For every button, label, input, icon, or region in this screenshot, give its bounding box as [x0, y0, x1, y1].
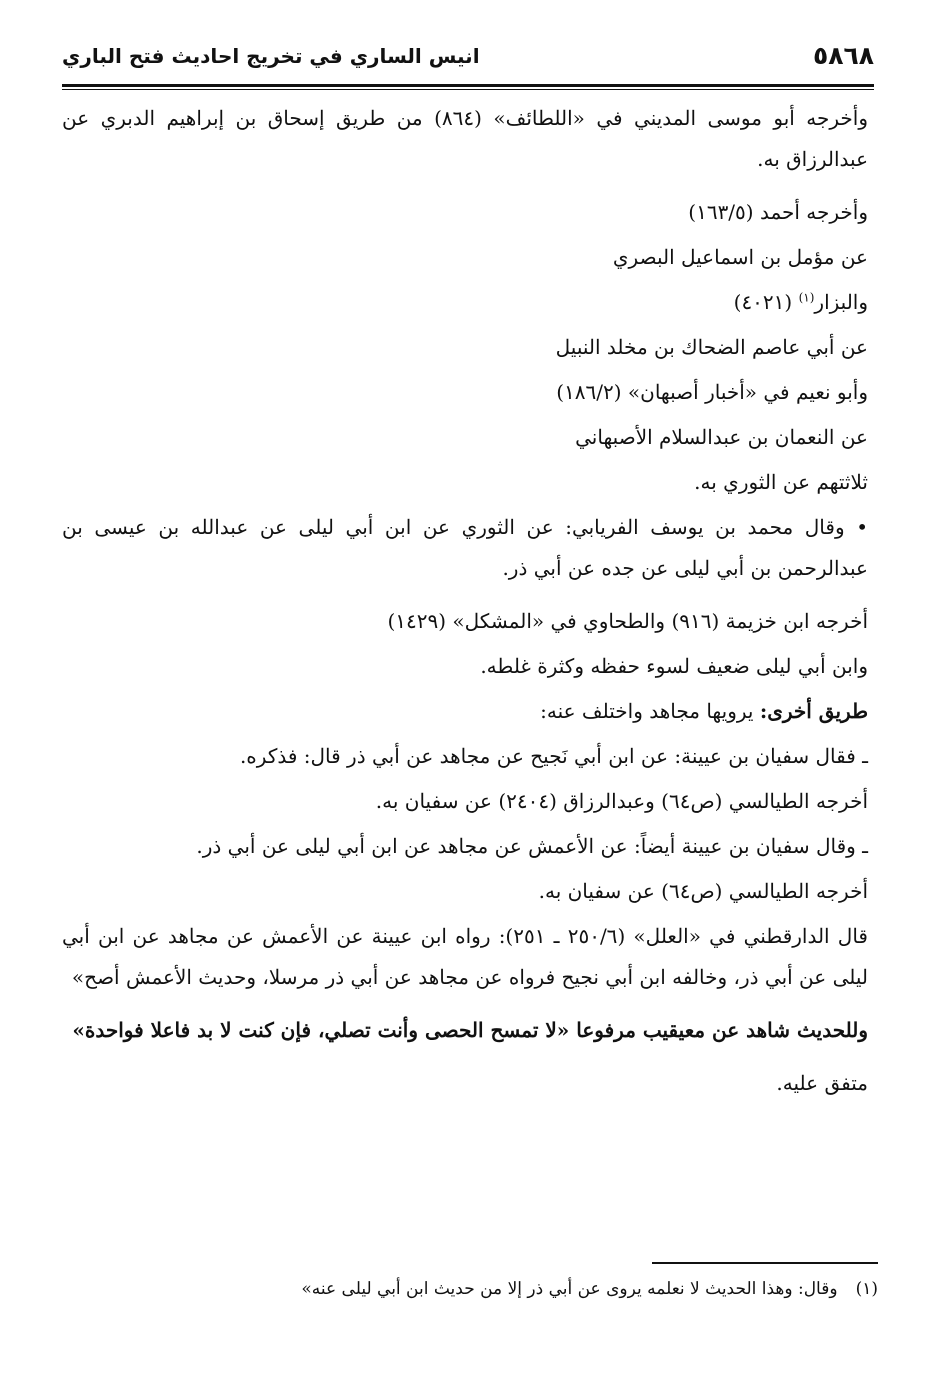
paragraph: أخرجه ابن خزيمة (٩١٦) والطحاوي في «المشكل» (١٤٢٩): [387, 609, 868, 633]
paragraph: أخرجه الطيالسي (ص٦٤) عن سفيان به.: [538, 879, 868, 903]
paragraph: أخرجه الطيالسي (ص٦٤) وعبدالرزاق (٢٤٠٤) عن سفيان به.: [375, 789, 868, 813]
footnote-ref: (١): [798, 290, 815, 305]
paragraph: وأبو نعيم في «أخبار أصبهان» (١٨٦/٢): [556, 380, 868, 404]
paragraph-text: (٤٠٢١): [733, 290, 799, 314]
paragraph-text: والبزار: [814, 290, 868, 314]
running-title: انيس الساري في تخريج احاديث فتح الباري: [62, 44, 480, 68]
paragraph: ثلاثتهم عن الثوري به.: [694, 470, 868, 494]
paragraph: [62, 282, 874, 323]
section-lead: طريق أخرى:: [759, 699, 868, 723]
paragraph: قال الدارقطني في «العلل» (٢٥٠/٦ ـ ٢٥١): رواه ابن عيينة عن الأعمش عن مجاهد عن ابن أبي ليلى عن أبي ذر، وخالفه ابن أبي نجيح فرواه عن مجاهد عن أبي ذر مرسلا، وحديث الأعمش أصح»: [62, 924, 868, 989]
page-body: [62, 98, 874, 1116]
paragraph: متفق عليه.: [776, 1071, 868, 1095]
paragraph: عن النعمان بن عبدالسلام الأصبهاني: [575, 425, 868, 449]
paragraph: وأخرجه أحمد (١٦٣/٥): [688, 200, 868, 224]
header-rule-thin: [62, 89, 874, 90]
paragraph: وابن أبي ليلى ضعيف لسوء حفظه وكثرة غلطه.: [480, 654, 868, 678]
paragraph: ـ وقال سفيان بن عيينة أيضاً: عن الأعمش عن مجاهد عن ابن أبي ليلى عن أبي ذر.: [196, 834, 868, 858]
footnote-number: (١): [855, 1279, 878, 1299]
paragraph: وأخرجه أبو موسى المديني في «اللطائف» (٨٦٤) من طريق إسحاق بن إبراهيم الدبري عن عبدالرزاق به.: [62, 106, 868, 171]
paragraph: عن مؤمل بن اسماعيل البصري: [612, 245, 868, 269]
paragraph: ـ فقال سفيان بن عيينة: عن ابن أبي نَجيح عن مجاهد عن أبي ذر قال: فذكره.: [239, 744, 868, 768]
footnote-rule: [652, 1262, 878, 1264]
paragraph: • وقال محمد بن يوسف الفريابي: عن الثوري عن ابن أبي ليلى عن عبدالله بن عيسى بن عبدالرحمن بن أبي ليلى عن جده عن أبي ذر.: [62, 515, 868, 580]
footnote-text: وقال: وهذا الحديث لا نعلمه يروى عن أبي ذر إلا من حديث ابن أبي ليلى عنه»: [301, 1279, 838, 1299]
paragraph: [62, 691, 874, 732]
header-rule: [62, 84, 874, 87]
paragraph-text: يرويها مجاهد واختلف عنه:: [540, 699, 760, 723]
paragraph: وللحديث شاهد عن معيقيب مرفوعا «لا تمسح الحصى وأنت تصلي، فإن كنت لا بد فاعلا فواحدة»: [72, 1018, 868, 1042]
footnote: [62, 1274, 878, 1304]
page-number: ٥٨٦٨: [812, 41, 874, 70]
paragraph: عن أبي عاصم الضحاك بن مخلد النبيل: [555, 335, 868, 359]
page-header: [62, 38, 874, 80]
